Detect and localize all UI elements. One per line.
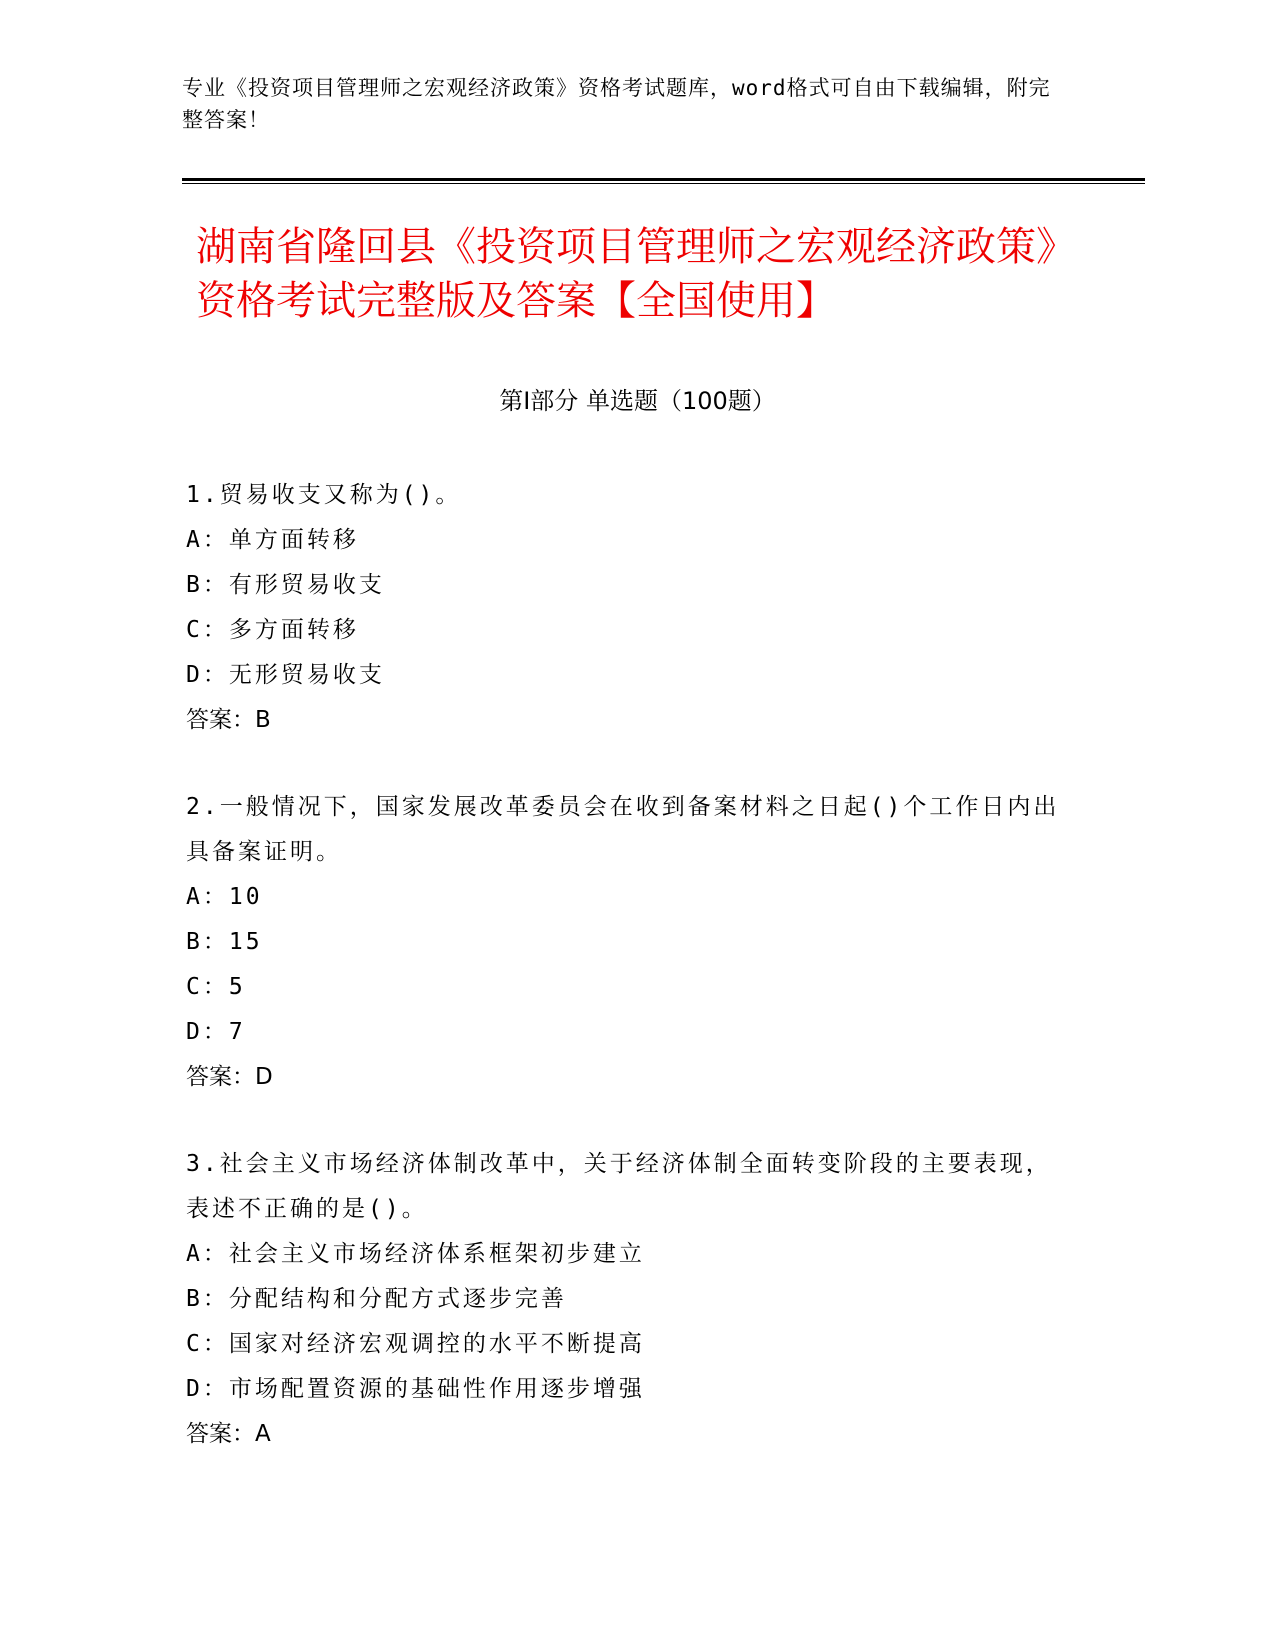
header-note: 专业《投资项目管理师之宏观经济政策》资格考试题库，word格式可自由下载编辑，附完整答案！ — [182, 76, 1051, 132]
option-c: C：多方面转移 — [186, 617, 359, 643]
header-divider-thin — [182, 183, 1145, 184]
section-title: 第Ⅰ部分 单选题（100题） — [499, 387, 776, 415]
question-list — [186, 473, 1066, 1499]
question-stem: 3.社会主义市场经济体制改革中，关于经济体制全面转变阶段的主要表现，表述不正确的是()。 — [186, 1151, 1052, 1222]
question-stem: 2.一般情况下，国家发展改革委员会在收到备案材料之日起()个工作日内出具备案证明。 — [186, 794, 1060, 865]
option-c: C：5 — [186, 974, 246, 1000]
option-a: A：社会主义市场经济体系框架初步建立 — [186, 1241, 645, 1267]
question-2 — [186, 785, 1066, 1100]
option-a: A：10 — [186, 884, 263, 910]
answer: 答案：D — [186, 1064, 273, 1090]
answer: 答案：B — [186, 707, 271, 733]
option-c: C：国家对经济宏观调控的水平不断提高 — [186, 1331, 645, 1357]
option-d: D：市场配置资源的基础性作用逐步增强 — [186, 1376, 645, 1402]
option-d: D：无形贸易收支 — [186, 662, 385, 688]
question-stem: 1.贸易收支又称为()。 — [186, 482, 462, 508]
question-3 — [186, 1142, 1066, 1457]
option-b: B：有形贸易收支 — [186, 572, 385, 598]
option-d: D：7 — [186, 1019, 246, 1045]
document-title: 湖南省隆回县《投资项目管理师之宏观经济政策》资格考试完整版及答案【全国使用】 — [196, 224, 1076, 324]
answer: 答案：A — [186, 1421, 271, 1447]
option-b: B：分配结构和分配方式逐步完善 — [186, 1286, 567, 1312]
question-1 — [186, 473, 1066, 743]
option-a: A：单方面转移 — [186, 527, 359, 553]
option-b: B：15 — [186, 929, 263, 955]
header-divider-thick — [182, 178, 1145, 181]
